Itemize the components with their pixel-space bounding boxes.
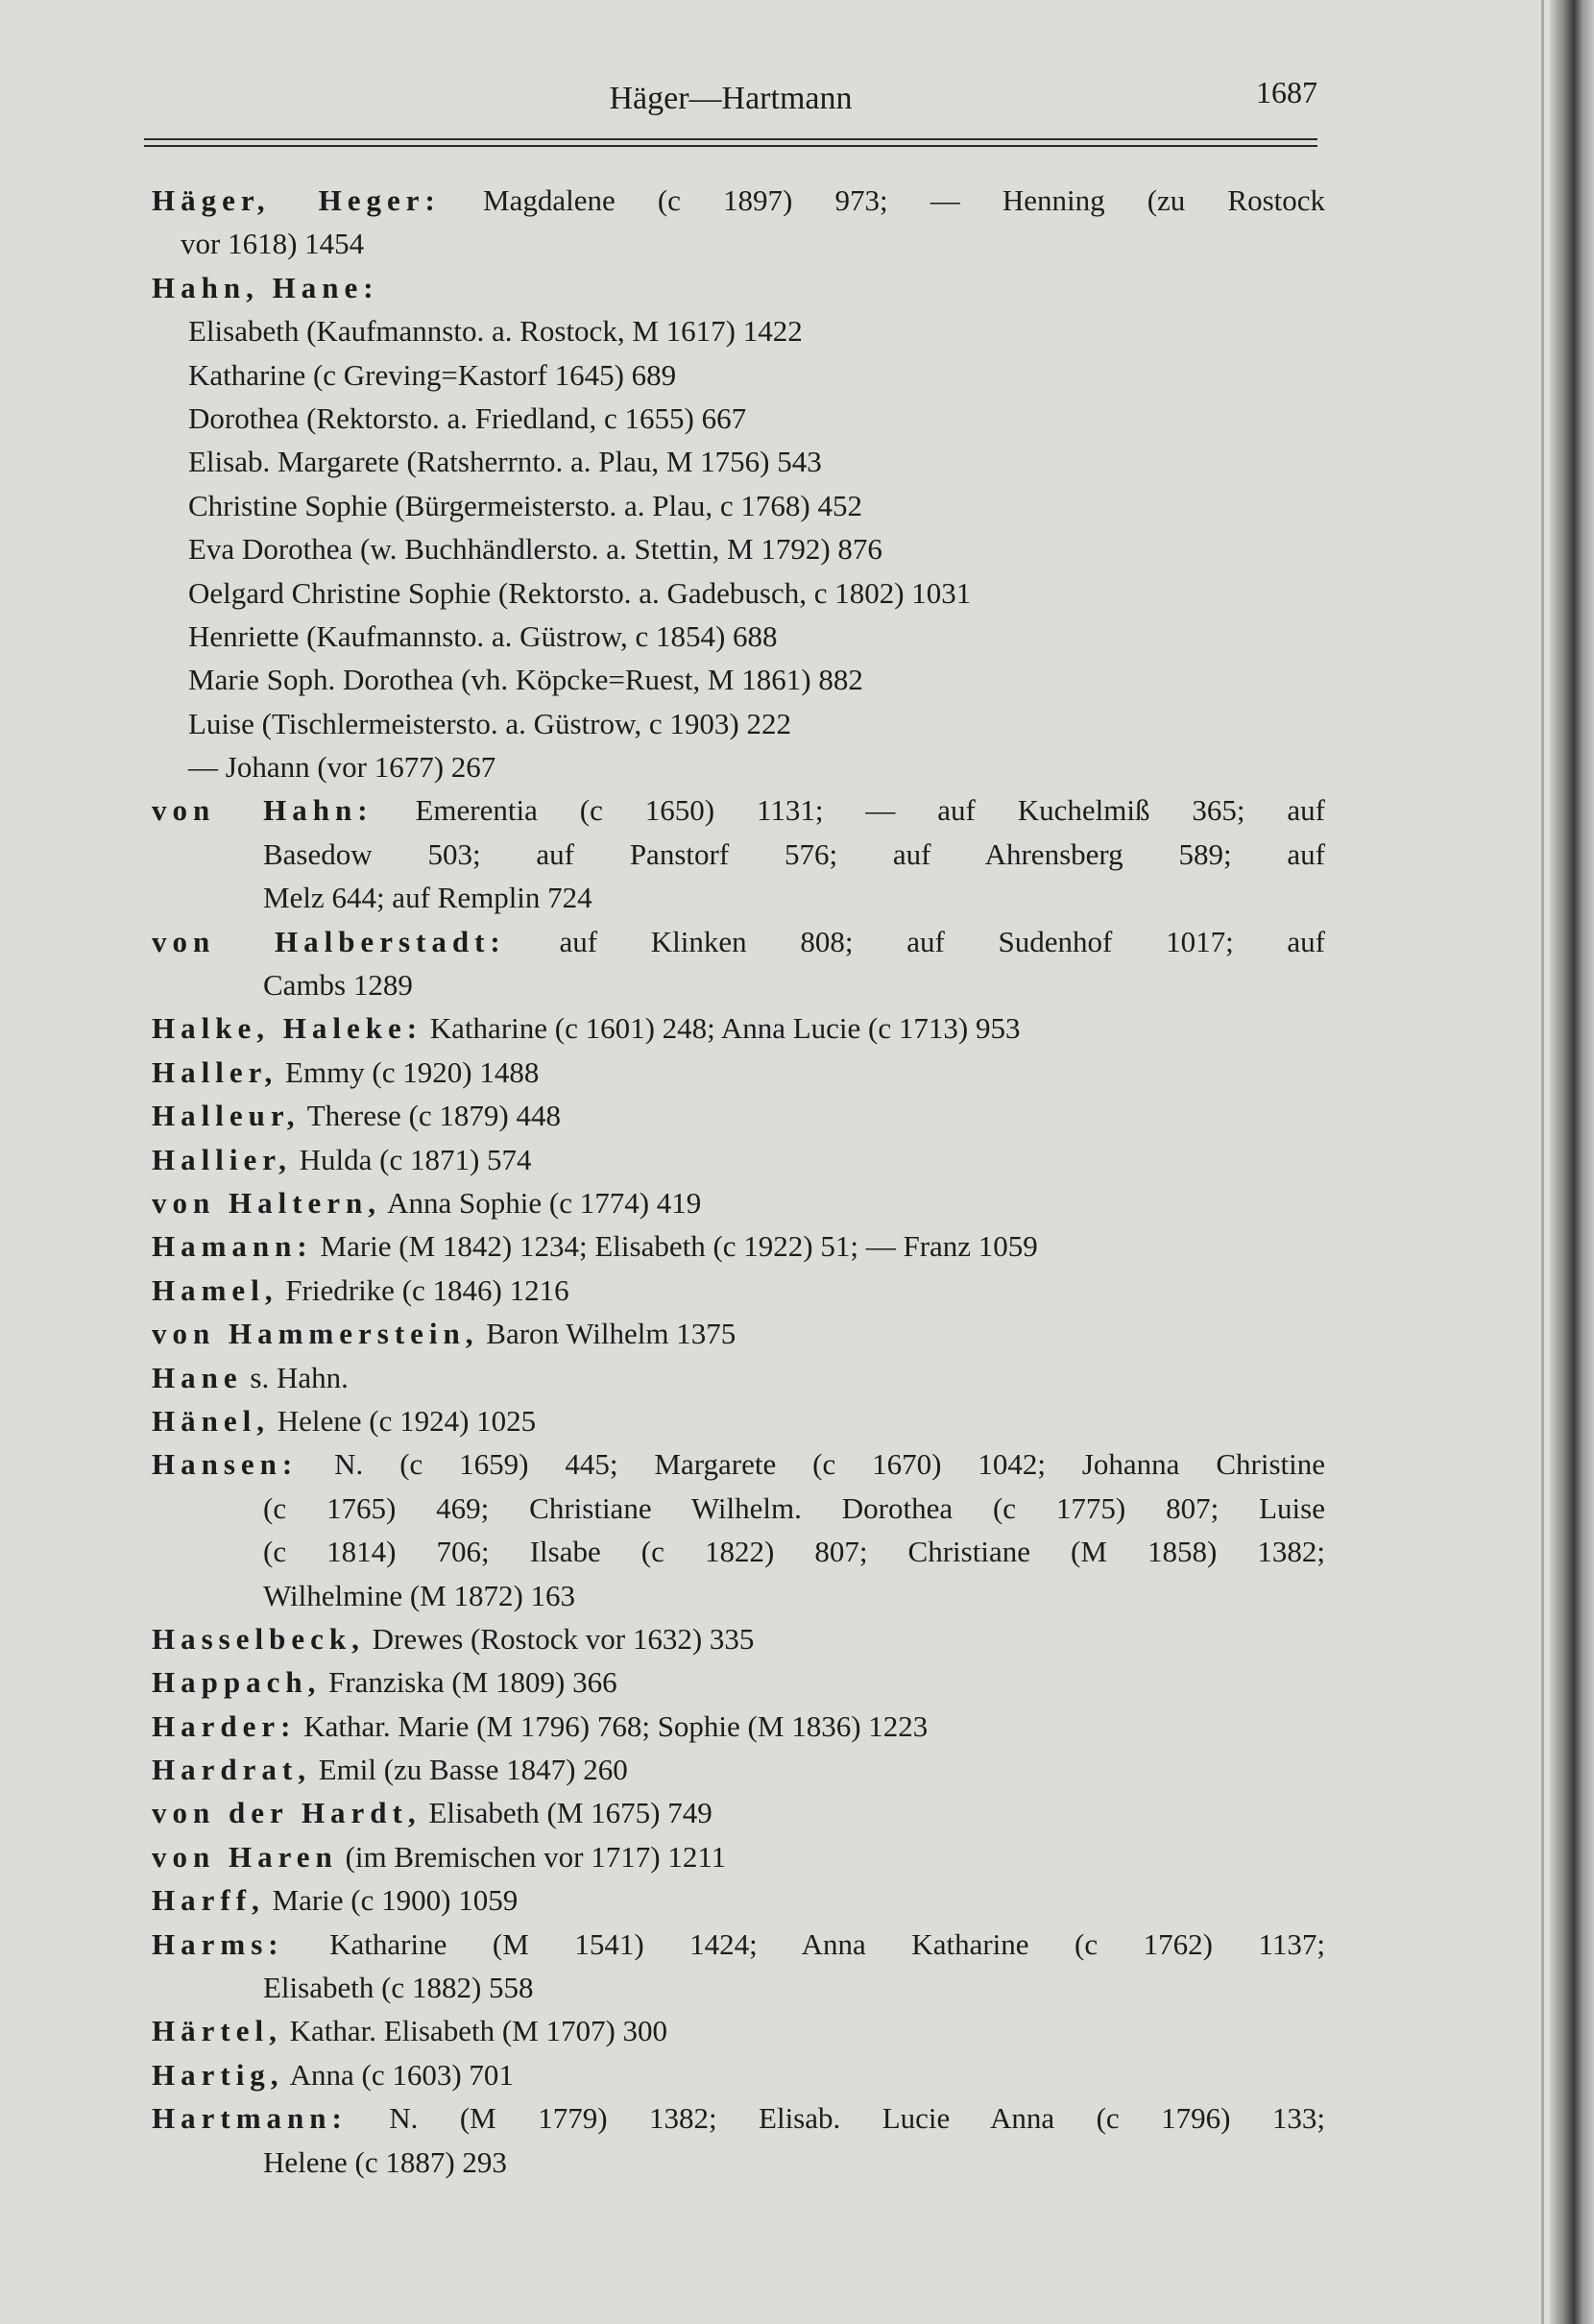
entry-text: Emerentia (c 1650) 1131; — auf Kuchelmiß 365; auf xyxy=(415,793,1325,828)
entry-text: Kathar. Marie (M 1796) 768; Sophie (M 1836) 1223 xyxy=(303,1708,929,1743)
entry-headword: von Hahn: xyxy=(152,793,374,828)
entry-text: Henriette (Kaufmannsto. a. Güstrow, c 1854) 688 xyxy=(188,618,778,653)
index-entry xyxy=(152,1748,1325,1791)
entry-text: Oelgard Christine Sophie (Rektorsto. a. Gadebusch, c 1802) 1031 xyxy=(188,575,972,610)
entry-text: Marie (c 1900) 1059 xyxy=(272,1883,519,1918)
index-entry-line xyxy=(152,397,1325,440)
entry-text: Marie (M 1842) 1234; Elisabeth (c 1922) 51; — Franz 1059 xyxy=(320,1229,1038,1264)
index-entry-line xyxy=(152,309,1325,352)
index-entry xyxy=(152,1442,1325,1486)
index-entry xyxy=(152,1312,1325,1355)
entry-text: Emil (zu Basse 1847) 260 xyxy=(318,1753,628,1787)
entry-headword: Hänel, xyxy=(152,1403,270,1438)
running-header xyxy=(144,75,1317,123)
index-entry-line xyxy=(152,484,1325,527)
header-rule xyxy=(144,145,1317,147)
index-entry xyxy=(152,1791,1325,1834)
entry-text: N. (M 1779) 1382; Elisab. Lucie Anna (c 1796) 133; xyxy=(389,2101,1325,2136)
entry-headword: Halke, Haleke: xyxy=(152,1011,423,1046)
entry-text: Franziska (M 1809) 366 xyxy=(328,1665,617,1700)
index-entry xyxy=(152,1878,1325,1922)
index-entry-line xyxy=(152,615,1325,658)
entry-headword: Harms: xyxy=(152,1926,284,1961)
entry-headword: Harff, xyxy=(152,1883,265,1918)
entry-text: Katharine (M 1541) 1424; Anna Katharine (c 1762) 1137; xyxy=(329,1926,1325,1961)
entry-text: Dorothea (Rektorsto. a. Friedland, c 1655) 667 xyxy=(188,400,747,435)
entry-text: Katharine (c Greving=Kastorf 1645) 689 xyxy=(188,357,677,392)
entry-headword: Hartig, xyxy=(152,2057,284,2092)
index-entry xyxy=(152,266,1325,309)
index-entry-line xyxy=(152,1487,1325,1530)
entry-text: Therese (c 1879) 448 xyxy=(306,1099,561,1133)
index-entry xyxy=(152,1617,1325,1660)
index-entry xyxy=(152,2096,1325,2140)
entry-text: Helene (c 1924) 1025 xyxy=(277,1403,537,1438)
index-entry xyxy=(152,1269,1325,1312)
entry-headword: Hahn, Hane: xyxy=(152,270,379,304)
index-entry-line xyxy=(152,1530,1325,1573)
entry-text: Baron Wilhelm 1375 xyxy=(486,1317,737,1351)
entry-headword: Haller, xyxy=(152,1054,278,1089)
entry-text: Helene (c 1887) 293 xyxy=(263,2144,507,2179)
entry-text: Friedrike (c 1846) 1216 xyxy=(285,1272,569,1307)
index-entry xyxy=(152,1660,1325,1704)
index-entry-line xyxy=(152,963,1325,1006)
entry-text: — Johann (vor 1677) 267 xyxy=(188,750,496,785)
entry-text: Cambs 1289 xyxy=(263,968,413,1003)
entry-headword: Hamel, xyxy=(152,1272,278,1307)
index-entry-line xyxy=(152,833,1325,876)
entry-text: Anna Sophie (c 1774) 419 xyxy=(387,1185,702,1220)
entry-text: Katharine (c 1601) 248; Anna Lucie (c 1713) 953 xyxy=(429,1011,1021,1046)
entry-text: (c 1765) 469; Christiane Wilhelm. Dorothea (c 1775) 807; Luise xyxy=(263,1490,1325,1525)
entry-headword: von der Hardt, xyxy=(152,1796,422,1830)
index-entry xyxy=(152,920,1325,963)
index-entry xyxy=(152,2053,1325,2096)
header-rule xyxy=(144,138,1317,140)
index-entry-line xyxy=(152,1574,1325,1617)
index-entry-line xyxy=(152,745,1325,788)
entry-headword: Hartmann: xyxy=(152,2101,348,2136)
entry-text: Anna (c 1603) 701 xyxy=(289,2057,514,2092)
entry-text: Elisabeth (c 1882) 558 xyxy=(263,1971,534,2005)
index-entry xyxy=(152,1094,1325,1137)
index-entry xyxy=(152,1356,1325,1399)
entry-text: vor 1618) 1454 xyxy=(181,227,365,261)
index-entry xyxy=(152,1835,1325,1878)
index-entry xyxy=(152,1705,1325,1748)
index-entry-line xyxy=(152,353,1325,397)
index-entry xyxy=(152,788,1325,832)
entry-text: Luise (Tischlermeistersto. a. Güstrow, c 1903) 222 xyxy=(188,706,791,740)
page-edge-line xyxy=(1541,0,1544,2324)
entry-headword: von Hammerstein, xyxy=(152,1317,479,1351)
entry-headword: Hamann: xyxy=(152,1229,313,1264)
entry-headword: Hallier, xyxy=(152,1142,292,1176)
index-entries xyxy=(152,179,1325,2184)
entry-text: Eva Dorothea (w. Buchhändlersto. a. Stettin, M 1792) 876 xyxy=(188,532,882,567)
entry-headword: Häger, Heger: xyxy=(152,183,441,217)
entry-text: (im Bremischen vor 1717) 1211 xyxy=(345,1839,727,1874)
index-entry-line xyxy=(152,222,1325,265)
entry-text: Melz 644; auf Remplin 724 xyxy=(263,881,592,915)
index-entry xyxy=(152,1006,1325,1050)
index-entry-line xyxy=(152,527,1325,570)
entry-text: Basedow 503; auf Panstorf 576; auf Ahrensberg 589; auf xyxy=(263,836,1325,871)
entry-headword: Hansen: xyxy=(152,1447,299,1482)
index-entry-line xyxy=(152,1966,1325,2009)
entry-text: s. Hahn. xyxy=(250,1360,349,1394)
entry-headword: von Haren xyxy=(152,1839,338,1874)
index-entry xyxy=(152,1138,1325,1181)
entry-headword: Härtel, xyxy=(152,2014,282,2048)
entry-headword: Hane xyxy=(152,1360,243,1394)
index-entry-line xyxy=(152,876,1325,919)
index-entry-line xyxy=(152,440,1325,483)
page-number: 1687 xyxy=(1256,75,1317,109)
running-title: Häger—Hartmann xyxy=(609,81,853,116)
index-entry xyxy=(152,1051,1325,1094)
entry-text: Drewes (Rostock vor 1632) 335 xyxy=(372,1621,755,1656)
index-entry-line xyxy=(152,702,1325,745)
entry-text: N. (c 1659) 445; Margarete (c 1670) 1042; Johanna Christine xyxy=(334,1447,1325,1482)
entry-text: Marie Soph. Dorothea (vh. Köpcke=Ruest, M 1861) 882 xyxy=(188,663,863,697)
index-entry xyxy=(152,1923,1325,1966)
index-entry xyxy=(152,1181,1325,1224)
index-entry xyxy=(152,1399,1325,1442)
entry-text: Wilhelmine (M 1872) 163 xyxy=(263,1578,576,1612)
entry-headword: Harder: xyxy=(152,1708,297,1743)
entry-headword: von Halberstadt: xyxy=(152,924,506,958)
entry-text: Kathar. Elisabeth (M 1707) 300 xyxy=(289,2014,668,2048)
entry-headword: Happach, xyxy=(152,1665,322,1700)
entry-text: Christine Sophie (Bürgermeistersto. a. Plau, c 1768) 452 xyxy=(188,488,862,522)
entry-text: Hulda (c 1871) 574 xyxy=(299,1142,532,1176)
index-entry-line xyxy=(152,658,1325,701)
entry-headword: Hardrat, xyxy=(152,1753,311,1787)
index-entry xyxy=(152,1224,1325,1268)
entry-text: Magdalene (c 1897) 973; — Henning (zu Rostock xyxy=(483,183,1325,217)
book-spine-edge xyxy=(1550,0,1594,2324)
entry-text: Elisab. Margarete (Ratsherrnto. a. Plau, M 1756) 543 xyxy=(188,445,822,479)
entry-headword: Hasselbeck, xyxy=(152,1621,365,1656)
entry-text: Elisabeth (M 1675) 749 xyxy=(428,1796,712,1830)
entry-text: Emmy (c 1920) 1488 xyxy=(285,1054,540,1089)
entry-headword: von Haltern, xyxy=(152,1185,382,1220)
index-entry xyxy=(152,179,1325,222)
entry-text: auf Klinken 808; auf Sudenhof 1017; auf xyxy=(559,924,1325,958)
index-entry-line xyxy=(152,2141,1325,2184)
entry-headword: Halleur, xyxy=(152,1099,301,1133)
index-entry xyxy=(152,2009,1325,2052)
entry-text: (c 1814) 706; Ilsabe (c 1822) 807; Christiane (M 1858) 1382; xyxy=(263,1535,1325,1569)
entry-text: Elisabeth (Kaufmannsto. a. Rostock, M 1617) 1422 xyxy=(188,314,803,349)
index-entry-line xyxy=(152,571,1325,615)
